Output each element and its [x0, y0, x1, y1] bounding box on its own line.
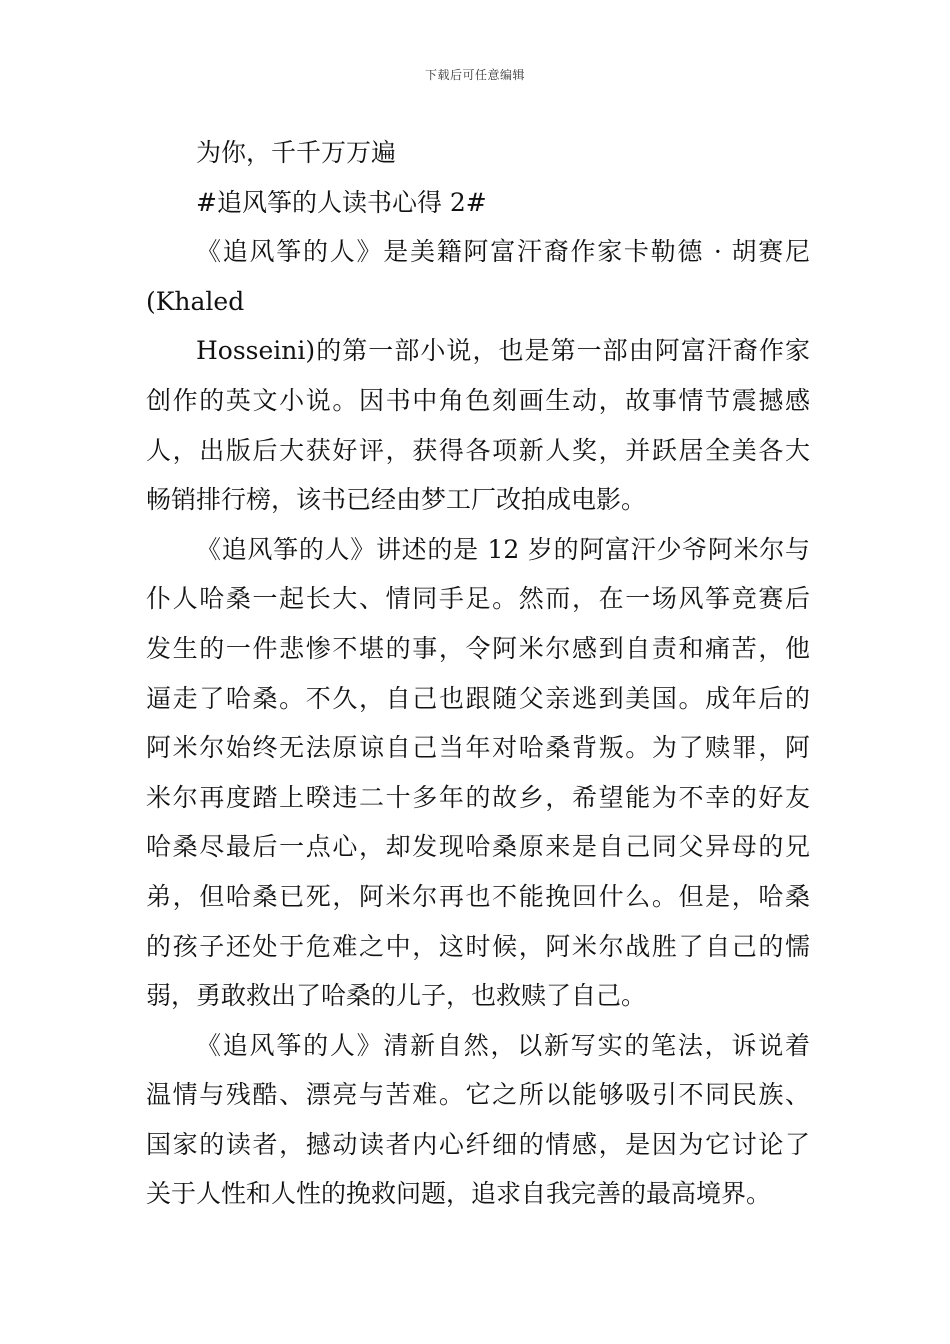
page-header: 下载后可任意编辑 [424, 68, 525, 82]
text-line: Hosseini)的第一部小说，也是第一部由阿富汗裔作家 [196, 336, 810, 366]
text-line: 阿米尔始终无法原谅自己当年对哈桑背叛。为了赎罪，阿 [146, 733, 810, 763]
text-line: 的孩子还处于危难之中，这时候，阿米尔战胜了自己的懦 [146, 931, 810, 961]
text-line: 米尔再度踏上暌违二十多年的故乡，希望能为不幸的好友 [146, 782, 810, 812]
document-body [146, 128, 810, 1219]
text-line: 关于人性和人性的挽救问题，追求自我完善的最高境界。 [146, 1179, 772, 1209]
text-line: (Khaled [146, 286, 245, 316]
text-line: 哈桑尽最后一点心，却发现哈桑原来是自己同父异母的兄 [146, 832, 810, 862]
text-line: 《追风筝的人》是美籍阿富汗裔作家卡勒德 · 胡赛尼 [196, 237, 810, 267]
text-line: #追风筝的人读书心得 2# [196, 187, 487, 217]
text-line: 逼走了哈桑。不久，自己也跟随父亲逃到美国。成年后的 [146, 683, 810, 713]
text-line: 温情与残酷、漂亮与苦难。它之所以能够吸引不同民族、 [146, 1080, 810, 1110]
text-line: 仆人哈桑一起长大、情同手足。然而，在一场风筝竞赛后 [146, 584, 810, 614]
text-line: 为你，千千万万遍 [196, 138, 397, 167]
text-line: 弟，但哈桑已死，阿米尔再也不能挽回什么。但是，哈桑 [146, 881, 810, 911]
text-line: 发生的一件悲惨不堪的事，令阿米尔感到自责和痛苦，他 [146, 633, 810, 663]
text-line: 创作的英文小说。因书中角色刻画生动，故事情节震撼感 [146, 385, 810, 415]
text-line: 国家的读者，撼动读者内心纤细的情感，是因为它讨论了 [146, 1129, 810, 1159]
text-line: 《追风筝的人》清新自然，以新写实的笔法，诉说着 [196, 1030, 810, 1060]
text-line: 《追风筝的人》讲述的是 12 岁的阿富汗少爷阿米尔与 [196, 534, 810, 564]
text-line: 人，出版后大获好评，获得各项新人奖，并跃居全美各大 [146, 435, 810, 465]
text-line: 畅销排行榜，该书已经由梦工厂改拍成电影。 [146, 485, 647, 515]
text-line: 弱，勇敢救出了哈桑的儿子，也救赎了自己。 [146, 981, 647, 1011]
